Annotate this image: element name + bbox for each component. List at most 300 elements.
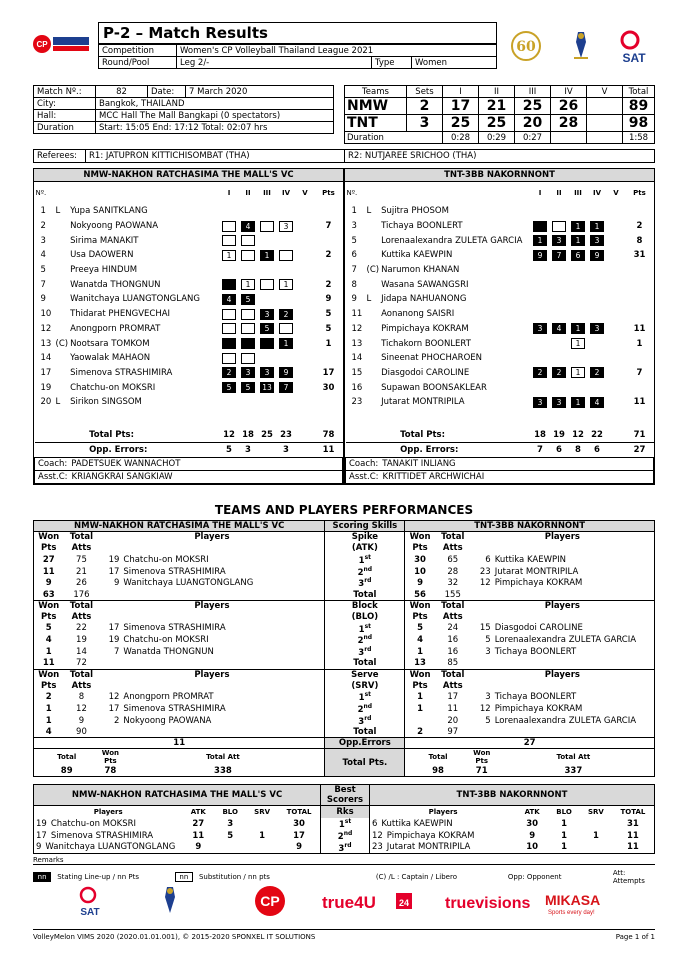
set-cell-2	[550, 336, 569, 351]
set-cell-2	[239, 351, 258, 366]
player-points: 17	[322, 367, 335, 378]
col-name-header	[380, 182, 530, 204]
perf-col-head: Won	[38, 601, 60, 612]
col-header-2: III	[263, 189, 271, 197]
set-cell-5	[296, 336, 315, 351]
assistant-coach-row	[346, 470, 654, 483]
player-number: 19	[40, 382, 52, 393]
player-points	[626, 351, 654, 366]
player-name: Tichakorn BOONLERT	[381, 338, 471, 349]
set-box: 5	[241, 294, 255, 305]
perf-opp-errors-row	[34, 738, 655, 749]
player-number: 23	[351, 397, 363, 408]
perf-total: 17	[447, 692, 459, 703]
rank-number: 2	[357, 567, 364, 578]
perf-col-head: Pts	[41, 680, 57, 691]
best-stat-4	[246, 818, 278, 830]
set-cell-1	[531, 233, 550, 248]
best-player-name: Pimpichaya KOKRAM	[386, 830, 475, 841]
perf-player-name: Wanitchaya LUANGTONGLANG	[123, 578, 254, 589]
player-points	[626, 263, 654, 278]
best-rank	[321, 842, 370, 854]
set-cell-3	[258, 322, 277, 337]
duration-set2: 0:29	[479, 132, 515, 144]
set-cell-5	[607, 322, 626, 337]
perf-team-a-name: NMW-NAKHON RATCHASIMA THE MALL'S VC	[34, 521, 325, 532]
set-cell-3	[258, 263, 277, 278]
hall-label: Hall:	[34, 110, 96, 122]
set-cell-1	[220, 277, 239, 292]
best-player	[369, 830, 516, 842]
perf-player-name: Anongporn PROMRAT	[123, 692, 214, 703]
starting-lineup-box: nn	[33, 872, 51, 882]
set-cell-4	[588, 322, 607, 337]
col-header-0: I	[227, 189, 231, 197]
set-cell-4	[588, 336, 607, 351]
perf-col-head: Atts	[442, 612, 463, 622]
tp-a-total: 89	[60, 765, 73, 776]
rank-number: 2	[337, 831, 344, 842]
spacer-row	[35, 410, 343, 428]
perf-rank	[325, 715, 405, 727]
perf-player-no: 2	[113, 715, 120, 726]
svg-text:truevisions: truevisions	[445, 895, 531, 912]
set-cell-3	[569, 219, 588, 234]
assistant-coach-name: KRIANGKRAI SANGKIAW	[71, 471, 173, 482]
set-cell-5	[607, 204, 626, 219]
best-stat-2: 9	[195, 842, 202, 853]
perf-total-won: 4	[45, 727, 52, 738]
set-cell-2	[550, 219, 569, 234]
set-cell-3	[258, 277, 277, 292]
perf-player-no: 17	[108, 566, 120, 577]
set-cell-4	[588, 219, 607, 234]
set-cell-2	[239, 233, 258, 248]
competition-value: Women's CP Volleyball Thailand League 2021	[177, 45, 497, 57]
set-cell-5	[296, 380, 315, 395]
set-cell-1	[531, 292, 550, 307]
set-cell-3	[258, 204, 277, 219]
set-cell-5	[296, 263, 315, 278]
set-cell-1	[220, 380, 239, 395]
total-set-2: 12	[572, 429, 584, 440]
total-points-label: Total Pts:	[400, 429, 446, 440]
player-number: 5	[351, 235, 357, 246]
set-box: 3	[260, 309, 274, 320]
best-player-no: 9	[36, 842, 42, 853]
col-name-header	[69, 182, 219, 204]
set-box	[241, 353, 255, 364]
set-cell-3	[258, 380, 277, 395]
player-points	[626, 277, 654, 292]
opponent-text: Opp: Opponent	[507, 873, 562, 881]
set-box: 5	[241, 382, 255, 393]
perf-col-header-row-2	[34, 680, 655, 691]
rank-suffix: rd	[344, 841, 352, 849]
perf-won: 9	[417, 578, 423, 589]
set-cell-2	[239, 336, 258, 351]
rank-number: 2	[357, 636, 364, 647]
team1-sets: 2	[407, 98, 443, 115]
best-stat-5: 11	[627, 830, 639, 841]
perf-player-row	[34, 623, 655, 635]
tp-a-att: 338	[214, 765, 232, 776]
rank-suffix: st	[364, 553, 372, 561]
player-name: Lorenaalexandra ZULETA GARCIA	[381, 235, 523, 246]
set-box: 5	[260, 323, 274, 334]
referees-table	[33, 149, 655, 163]
perf-total-att: 90	[76, 727, 87, 738]
set-cell-3	[569, 233, 588, 248]
perf-col-head: Won	[409, 601, 431, 612]
player-role	[366, 233, 381, 248]
set-cell-5	[607, 277, 626, 292]
starting-lineup-text: Stating Line-up / nn Pts	[57, 873, 139, 881]
total-set-5: 78	[322, 429, 335, 440]
rank-number: 2	[357, 704, 364, 715]
total-set-2: 25	[261, 429, 273, 440]
player-number: 11	[351, 309, 363, 320]
best-rank	[321, 830, 370, 842]
set-cell-5	[607, 233, 626, 248]
perf-col-header-row-2	[34, 611, 655, 622]
set-cell-2	[550, 292, 569, 307]
city-label: City:	[34, 98, 96, 110]
player-name: Wanitchaya LUANGTONGLANG	[70, 294, 200, 305]
perf-won: 1	[417, 647, 423, 658]
perf-player-no: 15	[479, 623, 491, 634]
player-row	[346, 336, 654, 351]
player-row	[35, 233, 343, 248]
set-cell-4	[277, 322, 296, 337]
svg-text:SAT: SAT	[80, 907, 100, 918]
player-points: 5	[325, 323, 332, 334]
total-set-0: 18	[534, 429, 546, 440]
player-name: Aonanong SAISRI	[381, 309, 455, 320]
player-number: 12	[351, 323, 363, 334]
set-cell-3	[569, 307, 588, 322]
set-box: 5	[222, 382, 236, 393]
col-header-3: IV	[592, 189, 602, 197]
perf-col-head: Players	[544, 669, 580, 680]
player-role	[366, 219, 381, 234]
best-stat-4: 1	[592, 830, 599, 841]
perf-col-head: Won	[409, 532, 431, 543]
perf-total-att: 85	[447, 658, 459, 669]
player-role	[55, 307, 70, 322]
perf-won: 1	[45, 704, 52, 715]
set-cell-5	[296, 322, 315, 337]
perf-col-head: Total	[441, 601, 465, 612]
best-col-b-1: ATK	[524, 807, 540, 816]
svg-text:CP: CP	[36, 40, 48, 49]
match-no-value: 82	[96, 86, 148, 98]
set-cell-4	[277, 219, 296, 234]
hall-value	[96, 110, 334, 122]
substitution-text: Substitution / nn pts	[198, 873, 270, 881]
perf-col-head: Won	[38, 669, 60, 680]
best-stat-4	[246, 842, 278, 854]
player-role: L	[55, 397, 61, 408]
rank-suffix: nd	[363, 703, 373, 711]
set-cell-4	[277, 204, 296, 219]
player-points: 5	[325, 309, 332, 320]
perf-player-no: 3	[485, 692, 491, 703]
team1-total: 89	[623, 98, 655, 115]
best-stat-2: 30	[526, 818, 539, 829]
set-cell-2	[550, 322, 569, 337]
rank-number: 1	[358, 693, 365, 704]
set-box: 1	[571, 221, 585, 232]
referee-2: R2: NUTJAREE SRICHOO (THA)	[345, 150, 655, 163]
set-cell-1	[220, 351, 239, 366]
set-cell-4	[588, 380, 607, 395]
rank-suffix: st	[364, 691, 372, 699]
set-box	[260, 279, 274, 290]
set-cell-1	[220, 307, 239, 322]
perf-team-b-name: TNT-3BB NAKORNNONT	[405, 521, 655, 532]
perf-total: 32	[447, 578, 459, 589]
match-header	[98, 22, 497, 69]
set-cell-2	[550, 248, 569, 263]
set-box	[222, 235, 236, 246]
rank-suffix: rd	[364, 577, 372, 585]
player-points: 30	[322, 382, 335, 393]
perf-col-header-row	[34, 669, 655, 680]
player-number: 10	[40, 309, 52, 320]
perf-skills-header: Scoring Skills	[325, 521, 405, 532]
set-cell-1	[531, 307, 550, 322]
set-cell-5	[607, 336, 626, 351]
set-box: 1	[533, 235, 547, 246]
set-cell-5	[607, 219, 626, 234]
col-role-header	[55, 182, 70, 204]
set-cell-1	[220, 204, 239, 219]
player-number: 9	[40, 294, 46, 305]
best-col-b-3: SRV	[588, 807, 604, 816]
team1-set4: 26	[551, 98, 587, 115]
set-cell-2	[550, 395, 569, 410]
best-player-no: 6	[371, 818, 378, 829]
player-name: Tichaya BOONLERT	[381, 221, 463, 232]
perf-total: 19	[76, 635, 87, 646]
set-cell-2	[550, 277, 569, 292]
player-points: 8	[636, 235, 643, 246]
player-role	[366, 248, 381, 263]
perf-col-head: Total	[69, 601, 94, 612]
player-points	[626, 204, 654, 219]
best-stat-5: 17	[293, 830, 305, 841]
perf-col-head: Pts	[412, 612, 428, 622]
best-col-b-0: Players	[428, 807, 458, 816]
perf-col-header-row-2	[34, 543, 655, 554]
player-points: 7	[325, 221, 332, 232]
best-stat-3: 5	[227, 830, 234, 841]
best-player-name: Kuttika KAEWPIN	[381, 818, 453, 829]
duration-label: Duration	[34, 122, 96, 134]
player-row	[346, 351, 654, 366]
coach-cell	[346, 457, 654, 470]
perf-won: 30	[414, 554, 426, 565]
perf-player-name: Simenova STRASHIMIRA	[123, 566, 226, 577]
set-cell-4	[588, 351, 607, 366]
opp-set-3: 3	[283, 444, 289, 455]
player-row	[346, 233, 654, 248]
perf-total-att: 72	[76, 658, 87, 669]
best-stat-2: 10	[526, 842, 539, 853]
set-cell-1	[531, 351, 550, 366]
perf-player-no: 3	[485, 647, 491, 658]
perf-col-head: Atts	[71, 543, 92, 554]
player-points	[315, 233, 343, 248]
duration-value: Start: 15:05 End: 17:12 Total: 02:07 hrs	[96, 122, 334, 134]
perf-total: 26	[76, 578, 87, 589]
player-points	[626, 292, 654, 307]
player-row	[35, 395, 343, 410]
set-cell-1	[531, 277, 550, 292]
competition-label: Competition	[99, 45, 177, 57]
best-stat-4	[580, 818, 612, 830]
perf-rank	[325, 577, 405, 589]
player-name: Sirikon SINGSOM	[70, 397, 142, 408]
opp-set-5: 11	[322, 444, 335, 455]
player-row	[346, 322, 654, 337]
perf-col-head: Atts	[71, 680, 92, 691]
player-number: 7	[351, 265, 357, 276]
player-name: Yupa SANITKLANG	[70, 206, 148, 217]
set-cell-5	[607, 395, 626, 410]
set-box: 3	[279, 221, 293, 232]
set-cell-3	[569, 277, 588, 292]
player-points: 1	[636, 338, 643, 349]
set-box: 1	[279, 338, 293, 349]
best-player	[369, 842, 516, 854]
referee-1: R1: JATUPRON KITTICHISOMBAT (THA)	[86, 150, 345, 163]
set-box: 1	[222, 250, 236, 261]
perf-total: 9	[78, 715, 85, 726]
set-cell-4	[588, 307, 607, 322]
col-header-4: V	[613, 189, 619, 197]
set-box: 2	[533, 367, 547, 378]
perf-skill-abbr: (SRV)	[325, 680, 405, 691]
set-cell-2	[550, 307, 569, 322]
substitution-box: nn	[175, 872, 193, 882]
opp-errors-row	[35, 442, 343, 457]
set-box	[241, 323, 255, 334]
best-col-b-4: TOTAL	[620, 807, 646, 816]
team-b-name: TNT-3BB NAKORNNONT	[345, 169, 654, 182]
set-box	[552, 221, 566, 232]
player-name: Diasgodoi CAROLINE	[381, 367, 470, 378]
duration-set4	[551, 132, 587, 144]
set-box: 1	[260, 250, 274, 261]
player-row	[35, 336, 343, 351]
player-row	[346, 307, 654, 322]
player-role	[366, 277, 381, 292]
player-number: 3	[351, 221, 357, 232]
perf-col-head: Won	[38, 532, 60, 543]
score-h-total: Total	[623, 86, 655, 98]
rank-number: 1	[338, 819, 345, 830]
player-row	[35, 277, 343, 292]
set-cell-2	[239, 366, 258, 381]
player-row	[346, 292, 654, 307]
player-points	[315, 204, 343, 219]
perf-player-no: 12	[479, 704, 491, 715]
best-header-row	[34, 785, 655, 806]
cp-volleyball-logo	[32, 33, 90, 55]
player-role	[55, 322, 70, 337]
perf-player-row	[34, 634, 655, 646]
tp-a-won: 78	[104, 765, 117, 776]
set-cell-5	[296, 277, 315, 292]
coach-cell	[35, 457, 343, 470]
total-set-5: 71	[633, 429, 646, 440]
set-cell-1	[220, 263, 239, 278]
set-cell-2	[550, 366, 569, 381]
best-stat-3: 1	[561, 830, 567, 841]
player-number: 14	[351, 353, 363, 364]
perf-player-row	[34, 566, 655, 578]
set-box	[279, 323, 293, 334]
player-name: Jidapa NAHUANONG	[381, 294, 467, 305]
perf-player-row	[34, 715, 655, 727]
perf-player-name: Pimpichaya KOKRAM	[494, 704, 583, 715]
coach-label: Coach:	[349, 458, 379, 469]
perf-won: 1	[417, 704, 423, 715]
set-cell-1	[220, 219, 239, 234]
perf-total: 11	[447, 704, 459, 715]
rank-number: 3	[358, 716, 365, 727]
set-cell-1	[531, 366, 550, 381]
score-h-5: V	[587, 86, 623, 98]
score-row-duration	[345, 132, 655, 144]
perf-tp-head: Total Att	[121, 749, 325, 766]
duration-set5	[587, 132, 623, 144]
opp-set-2: 8	[575, 444, 581, 455]
player-name: Sirima MANAKIT	[70, 235, 139, 246]
round-label: Round/Pool	[99, 57, 177, 69]
svg-text:true4U: true4U	[322, 893, 376, 912]
best-stat-4	[580, 842, 612, 854]
set-cell-5	[607, 366, 626, 381]
perf-total: 75	[76, 554, 87, 565]
player-role	[55, 292, 70, 307]
best-player-name: Simenova STRASHIMIRA	[50, 830, 154, 841]
set-cell-1	[531, 336, 550, 351]
player-role	[55, 366, 70, 381]
player-role	[55, 380, 70, 395]
best-stat-5: 9	[296, 842, 302, 853]
set-cell-2	[550, 233, 569, 248]
set-cell-5	[296, 204, 315, 219]
best-stat-2: 11	[192, 830, 205, 841]
svg-text:Sports every day!: Sports every day!	[548, 910, 595, 916]
sat-sponsor-logo	[80, 888, 99, 918]
perf-col-head: Players	[544, 532, 580, 543]
set-cell-2	[550, 204, 569, 219]
perf-totalpts-label: Total Pts.	[325, 749, 405, 777]
coach-label: Coach:	[38, 458, 68, 469]
perf-total-row	[34, 727, 655, 738]
set-box	[533, 221, 547, 232]
perf-won: 5	[417, 623, 423, 634]
perf-total: 21	[76, 566, 87, 577]
set-cell-4	[277, 248, 296, 263]
set-cell-4	[277, 292, 296, 307]
perf-player-no: 12	[479, 578, 491, 589]
perf-won: 5	[45, 623, 52, 634]
